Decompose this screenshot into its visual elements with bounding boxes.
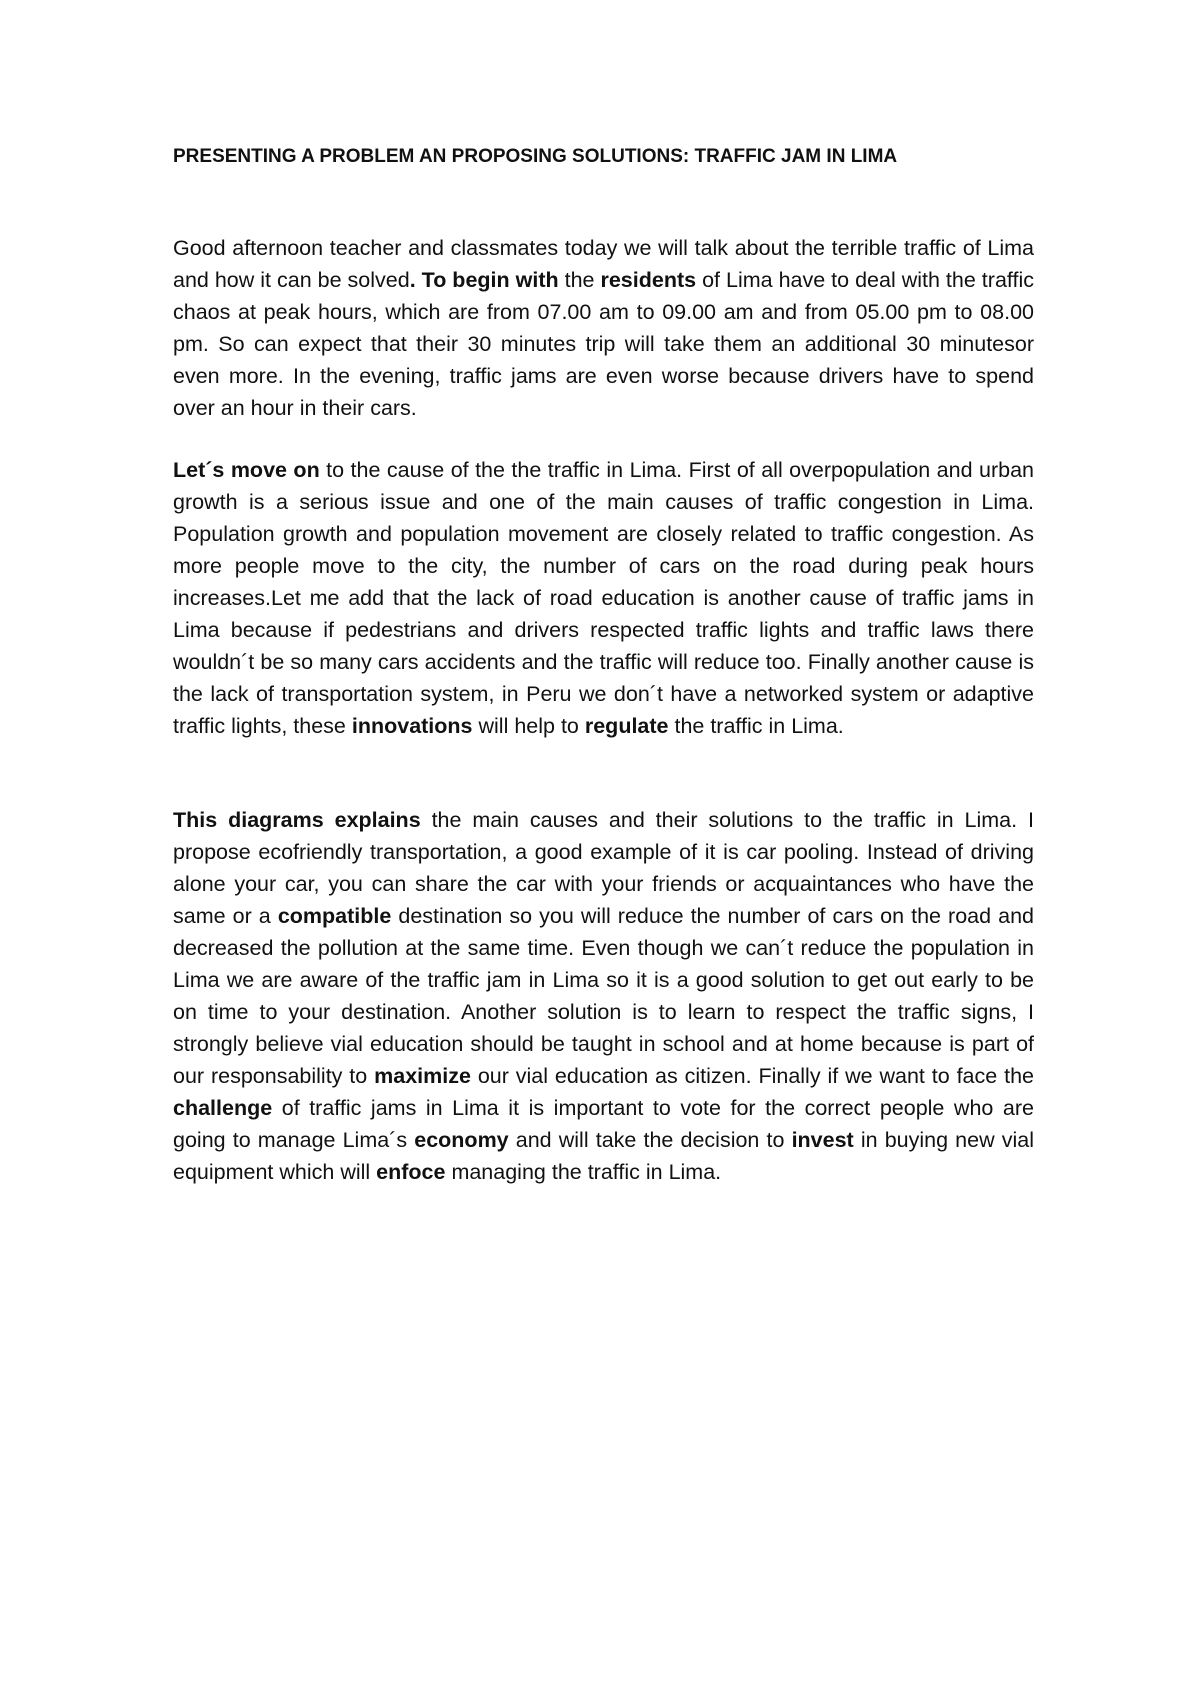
paragraph-solutions: [173, 804, 1034, 1188]
paragraph-text: Good afternoon teacher and classmates today we will talk about the terrible traffic of Lima and how it can be solved: [173, 236, 1034, 292]
paragraph-text: in buying new vial equipment which will: [173, 1128, 1035, 1184]
bold-phrase: challenge: [173, 1096, 273, 1120]
bold-phrase: compatible: [277, 904, 392, 928]
bold-phrase: innovations: [351, 714, 473, 738]
paragraph-text: the traffic in Lima.: [668, 714, 844, 738]
bold-phrase: Let´s move on: [173, 458, 320, 482]
bold-phrase: invest: [791, 1128, 854, 1152]
paragraph-text: managing the traffic in Lima.: [445, 1160, 722, 1184]
paragraph-text: and will take the decision to: [508, 1128, 792, 1152]
bold-phrase: maximize: [374, 1064, 471, 1088]
bold-phrase: This diagrams explains: [173, 808, 421, 832]
paragraph-intro: [173, 232, 1034, 424]
paragraph-text: to the cause of the the traffic in Lima. First of all overpopulation and urban growth is a serious issue and one of the main causes of traffic congestion in Lima. Population growth and population movement are closely related to traffic congestion. As more people move to the city, the number of cars on the road during peak hours increases.Let me add that the lack of road education is another cause of traffic jams in Lima because if pedestrians and drivers respected traffic lights and traffic laws there wouldn´t be so many cars accidents and the traffic will reduce too. Finally another cause is the lack of transportation system, in Peru we don´t have a networked system or adaptive traffic lights, these: [173, 458, 1034, 738]
paragraph-text: the: [558, 268, 601, 292]
paragraph-text: the main causes and their solutions to the traffic in Lima. I propose ecofriendly transportation, a good example of it is car pooling. Instead of driving alone your car, you can share the car with your friends or acquaintances who have the same or a: [173, 808, 1034, 928]
bold-phrase: residents: [600, 268, 697, 292]
document-title: PRESENTING A PROBLEM AN PROPOSING SOLUTIONS: TRAFFIC JAM IN LIMA: [173, 146, 898, 167]
paragraph-text: of traffic jams in Lima it is important to vote for the correct people who are going to manage Lima´s: [173, 1096, 1034, 1152]
paragraph-text: of Lima have to deal with the traffic chaos at peak hours, which are from 07.00 am to 09.00 am and from 05.00 pm to 08.00 pm. So can expect that their 30 minutes trip will take them an additional 30 minutesor even more. In the evening, traffic jams are even worse because drivers have to spend over an hour in their cars.: [173, 268, 1034, 420]
paragraph-text: destination so you will reduce the number of cars on the road and decreased the pollution at the same time. Even though we can´t reduce the population in Lima we are aware of the traffic jam in Lima so it is a good solution to get out early to be on time to your destination. Another solution is to learn to respect the traffic signs, I strongly believe vial education should be taught in school and at home because is part of our responsability to: [173, 904, 1034, 1088]
paragraph-text: will help to: [472, 714, 585, 738]
bold-phrase: regulate: [584, 714, 669, 738]
bold-phrase: economy: [414, 1128, 509, 1152]
bold-phrase: enfoce: [376, 1160, 446, 1184]
paragraph-causes: [173, 454, 1034, 742]
paragraph-text: our vial education as citizen. Finally if we want to face the: [470, 1064, 1034, 1088]
bold-phrase: . To begin with: [409, 268, 559, 292]
